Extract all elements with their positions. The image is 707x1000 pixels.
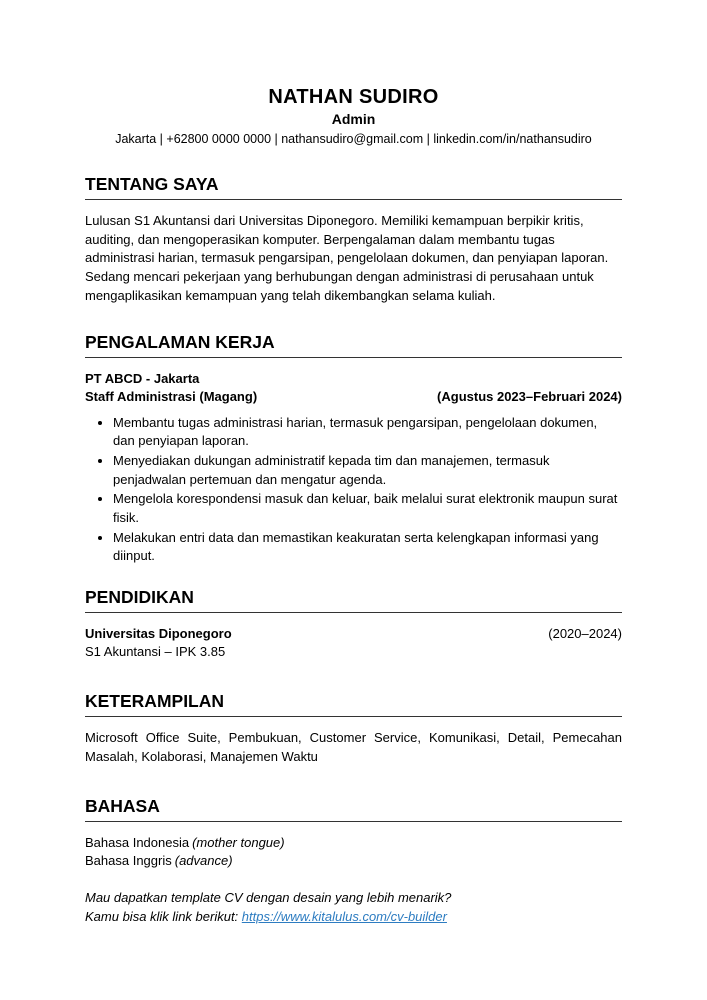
experience-position-row <box>85 388 622 406</box>
contact-line: Jakarta | +62800 0000 0000 | nathansudiro@gmail.com | linkedin.com/in/nathansudiro <box>115 132 592 146</box>
section-heading-skills: KETERAMPILAN <box>85 691 622 717</box>
experience-company: PT ABCD - Jakarta <box>85 370 200 386</box>
language-level: (mother tongue) <box>192 834 285 850</box>
language-name: Bahasa Indonesia <box>85 834 190 850</box>
candidate-role: Admin <box>331 111 376 127</box>
section-heading-languages: BAHASA <box>85 796 622 822</box>
education-school: Universitas Diponegoro <box>85 626 232 642</box>
education-period: (2020–2024) <box>548 626 622 642</box>
section-about <box>85 174 622 306</box>
language-item <box>85 834 622 853</box>
education-degree: S1 Akuntansi – IPK 3.85 <box>85 644 226 660</box>
experience-position: Staff Administrasi (Magang) <box>85 388 258 404</box>
section-skills <box>85 691 622 766</box>
experience-bullet: • Membantu tugas administrasi harian, termasuk pengarsipan, pengelolaan dokumen, dan penyiapan laporan. <box>113 414 622 451</box>
language-name: Bahasa Inggris <box>85 853 172 869</box>
footer-line1: Mau dapatkan template CV dengan desain yang lebih menarik? <box>85 889 452 905</box>
section-heading-about: TENTANG SAYA <box>85 174 622 200</box>
skills-paragraph: Microsoft Office Suite, Pembukuan, Customer Service, Komunikasi, Detail, Pemecahan Masalah, Kolaborasi, Manajemen Waktu <box>85 730 622 764</box>
footer-note <box>85 889 622 926</box>
footer-line2-prefix: Kamu bisa klik link berikut: <box>85 908 242 924</box>
about-paragraph: Lulusan S1 Akuntansi dari Universitas Diponegoro. Memiliki kemampuan berpikir kritis, auditing, dan mengoperasikan komputer. Berpengalaman dalam membantu tugas administrasi harian, termasuk pengarsipan, pengelolaan dokumen, dan penyiapan laporan. Sedang mencari pekerjaan yang berhubungan dengan administrasi di perusahaan untuk mengaplikasikan kemampuan yang telah dikembangkan selama kuliah. <box>85 213 609 303</box>
experience-bullet: • Mengelola korespondensi masuk dan keluar, baik melalui surat elektronik maupun surat fisik. <box>113 490 622 527</box>
section-heading-education: PENDIDIKAN <box>85 587 622 613</box>
language-item <box>85 852 622 871</box>
candidate-name: NATHAN SUDIRO <box>268 86 439 108</box>
language-level: (advance) <box>174 853 233 869</box>
language-list <box>85 834 622 871</box>
footer-line2 <box>85 908 622 927</box>
section-experience <box>85 332 622 567</box>
section-languages <box>85 796 622 871</box>
cv-builder-link[interactable]: https://www.kitalulus.com/cv-builder <box>241 908 447 924</box>
experience-period: (Agustus 2023–Februari 2024) <box>437 388 622 404</box>
section-education <box>85 587 622 661</box>
experience-bullet-list <box>85 414 622 567</box>
section-heading-experience: PENGALAMAN KERJA <box>85 332 622 358</box>
cv-header <box>85 86 622 147</box>
experience-bullet: • Melakukan entri data dan memastikan keakuratan serta kelengkapan informasi yang diinput. <box>113 529 622 566</box>
education-row <box>85 625 622 643</box>
experience-bullet: • Menyediakan dukungan administratif kepada tim dan manajemen, termasuk penjadwalan pertemuan dan mengatur agenda. <box>113 452 622 489</box>
